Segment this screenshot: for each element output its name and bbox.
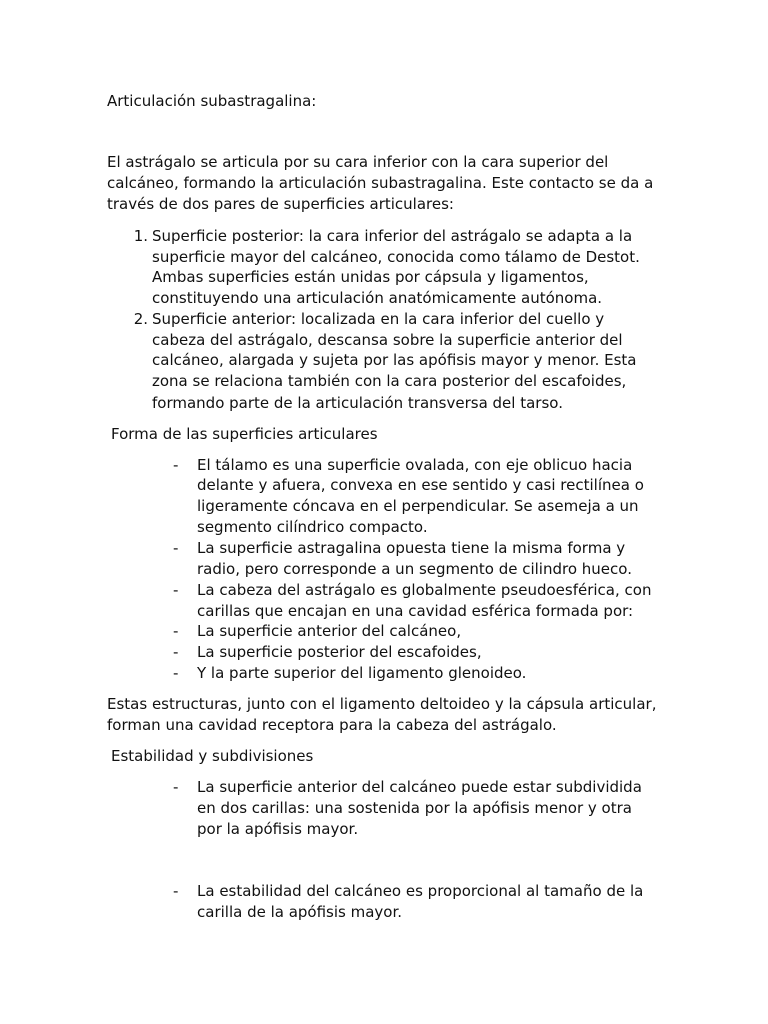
list-item-line: Superficie posterior: la cara inferior del astrágalo se adapta a la [152, 227, 633, 245]
section-heading: Forma de las superficies articulares [111, 425, 378, 443]
closing-line: forman una cavidad receptora para la cabeza del astrágalo. [107, 716, 557, 734]
list-item-line: radio, pero corresponde a un segmento de cilindro hueco. [197, 560, 632, 578]
list-item-line: en dos carillas: una sostenida por la apófisis menor y otra [197, 799, 632, 817]
bullet-marker: - [173, 581, 179, 599]
list-item-line: La estabilidad del calcáneo es proporcional al tamaño de la [197, 882, 644, 900]
list-item-line: Y la parte superior del ligamento glenoideo. [197, 664, 527, 682]
list-item-line: Ambas superficies están unidas por cápsula y ligamentos, [152, 268, 589, 286]
list-item-line: zona se relaciona también con la cara posterior del escafoides, [152, 372, 627, 390]
list-item-line: La superficie anterior del calcáneo puede estar subdividida [197, 778, 642, 796]
section-heading: Estabilidad y subdivisiones [111, 747, 314, 765]
list-item-line: formando parte de la articulación transversa del tarso. [152, 394, 563, 412]
list-item-line: superficie mayor del calcáneo, conocida como tálamo de Destot. [152, 248, 640, 266]
bullet-marker: - [173, 643, 179, 661]
list-item-line: calcáneo, alargada y sujeta por las apófisis mayor y menor. Esta [152, 351, 637, 369]
intro-line: calcáneo, formando la articulación subastragalina. Este contacto se da a [107, 174, 654, 192]
list-item-line: segmento cilíndrico compacto. [197, 518, 428, 536]
list-item-line: Superficie anterior: localizada en la cara inferior del cuello y [152, 310, 605, 328]
bullet-marker: - [173, 664, 179, 682]
list-item-line: carilla de la apófisis mayor. [197, 903, 403, 921]
list-item-line: El tálamo es una superficie ovalada, con eje oblicuo hacia [197, 456, 633, 474]
intro-line: través de dos pares de superficies articulares: [107, 195, 454, 213]
closing-line: Estas estructuras, junto con el ligamento deltoideo y la cápsula articular, [107, 695, 657, 713]
list-item-line: constituyendo una articulación anatómicamente autónoma. [152, 289, 603, 307]
document-title: Articulación subastragalina: [107, 92, 317, 110]
bullet-marker: - [173, 778, 179, 796]
list-item-line: cabeza del astrágalo, descansa sobre la superficie anterior del [152, 331, 623, 349]
list-item-line: La superficie astragalina opuesta tiene la misma forma y [197, 539, 626, 557]
list-number: 1. [133, 227, 148, 245]
bullet-marker: - [173, 882, 179, 900]
bullet-marker: - [173, 539, 179, 557]
list-item-line: ligeramente cóncava en el perpendicular. Se asemeja a un [197, 497, 639, 515]
bullet-marker: - [173, 622, 179, 640]
list-item-line: La superficie posterior del escafoides, [197, 643, 482, 661]
bullet-marker: - [173, 456, 179, 474]
list-item-line: La cabeza del astrágalo es globalmente pseudoesférica, con [197, 581, 652, 599]
list-item-line: La superficie anterior del calcáneo, [197, 622, 462, 640]
list-item-line: por la apófisis mayor. [197, 820, 359, 838]
list-number: 2. [133, 310, 148, 328]
list-item-line: delante y afuera, convexa en ese sentido y casi rectilínea o [197, 476, 644, 494]
list-item-line: carillas que encajan en una cavidad esférica formada por: [197, 602, 634, 620]
intro-line: El astrágalo se articula por su cara inferior con la cara superior del [107, 153, 609, 171]
